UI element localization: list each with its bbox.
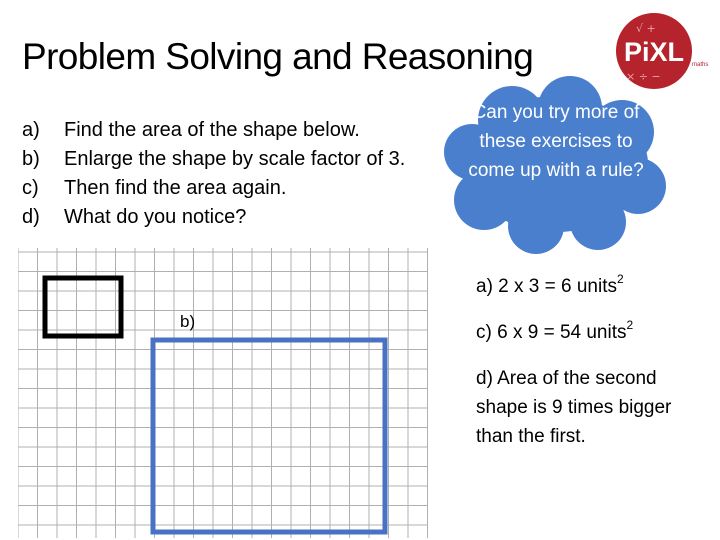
question-letter: a) [22, 119, 40, 141]
question-letter: b) [22, 148, 40, 170]
question-item [22, 116, 405, 145]
answer-c-text: c) 6 x 9 = 54 units [476, 322, 627, 343]
question-letter: c) [22, 177, 39, 199]
question-item [22, 174, 405, 203]
logo-subtext: maths [692, 62, 709, 68]
logo-text: PiXL [623, 37, 685, 67]
answer-c [476, 318, 633, 347]
grid-lines [18, 248, 428, 538]
question-list [22, 116, 405, 232]
original-shape [45, 278, 121, 336]
answer-a-text: a) 2 x 3 = 6 units [476, 276, 617, 297]
shape-b-label: b) [180, 312, 196, 331]
question-text: Then find the area again. [64, 177, 287, 199]
answer-a-exponent: 2 [617, 272, 624, 286]
question-text: Find the area of the shape below. [64, 119, 360, 141]
question-text: Enlarge the shape by scale factor of 3. [64, 148, 406, 170]
slide-title: Problem Solving and Reasoning [22, 36, 534, 77]
question-item [22, 145, 405, 174]
grid-paper [18, 248, 446, 538]
answer-c-exponent: 2 [626, 318, 634, 332]
logo-symbols: √ + [636, 22, 656, 35]
question-item [22, 203, 405, 232]
answer-a [476, 272, 624, 301]
answer-d: d) Area of the second shape is 9 times bigger than the first. [476, 368, 672, 447]
question-text: What do you notice? [64, 206, 247, 228]
question-letter: d) [22, 206, 40, 228]
logo-symbols-2: × ÷ − [626, 70, 661, 83]
cloud-text: Can you try more of these exercises to come up with a rule? [468, 102, 644, 181]
